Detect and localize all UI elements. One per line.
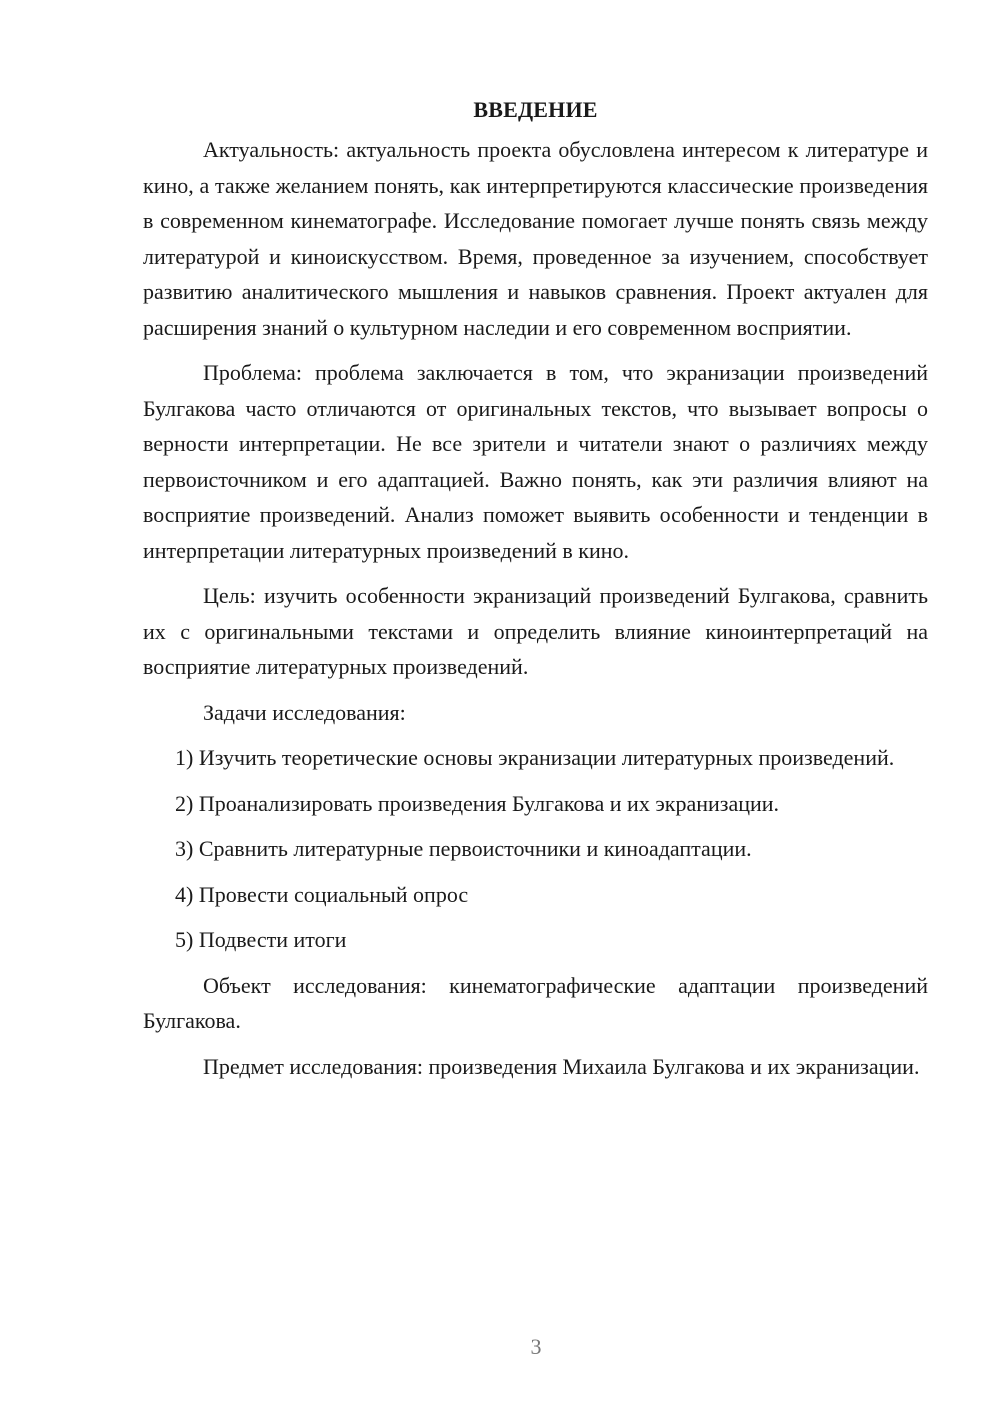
page-content: [143, 92, 928, 1094]
page-title: ВВЕДЕНИЕ: [473, 97, 598, 122]
task-item-4: 4) Провести социальный опрос: [175, 881, 469, 907]
goal-paragraph: Цель: изучить особенности экранизаций произведений Булгакова, сравнить их с оригинальными текстами и определить влияние киноинтерпретаций на восприятие литературных произведений.: [143, 583, 928, 679]
page-number: 3: [530, 1334, 542, 1359]
task-item-5: 5) Подвести итоги: [175, 927, 347, 952]
object-paragraph: Объект исследования: кинематографические адаптации произведений Булгакова.: [143, 972, 928, 1033]
subject-paragraph: Предмет исследования: произведения Михаила Булгакова и их экранизации.: [203, 1053, 920, 1079]
task-item-2: 2) Проанализировать произведения Булгакова и их экранизации.: [175, 790, 780, 816]
relevance-paragraph: Актуальность: актуальность проекта обусловлена интересом к литературе и кино, а также желанием понять, как интерпретируются классические произведения в современном кинематографе. Исследование помогает лучше понять связь между литературой и киноискусством. Время, проведенное за изучением, способствует развитию аналитического мышления и навыков сравнения. Проект актуален для расширения знаний о культурном наследии и его современном восприятии.: [143, 137, 928, 340]
tasks-heading: Задачи исследования:: [203, 699, 406, 725]
task-item-3: 3) Сравнить литературные первоисточники и киноадаптации.: [175, 836, 752, 861]
problem-paragraph: Проблема: проблема заключается в том, что экранизации произведений Булгакова часто отличаются от оригинальных текстов, что вызывает вопросы о верности интерпретации. Не все зрители и читатели знают о различиях между первоисточником и его адаптацией. Важно понять, как эти различия влияют на восприятие произведений. Анализ поможет выявить особенности и тенденции в интерпретации литературных произведений в кино.: [143, 360, 928, 563]
task-item-1: 1) Изучить теоретические основы экранизации литературных произведений.: [175, 745, 895, 770]
